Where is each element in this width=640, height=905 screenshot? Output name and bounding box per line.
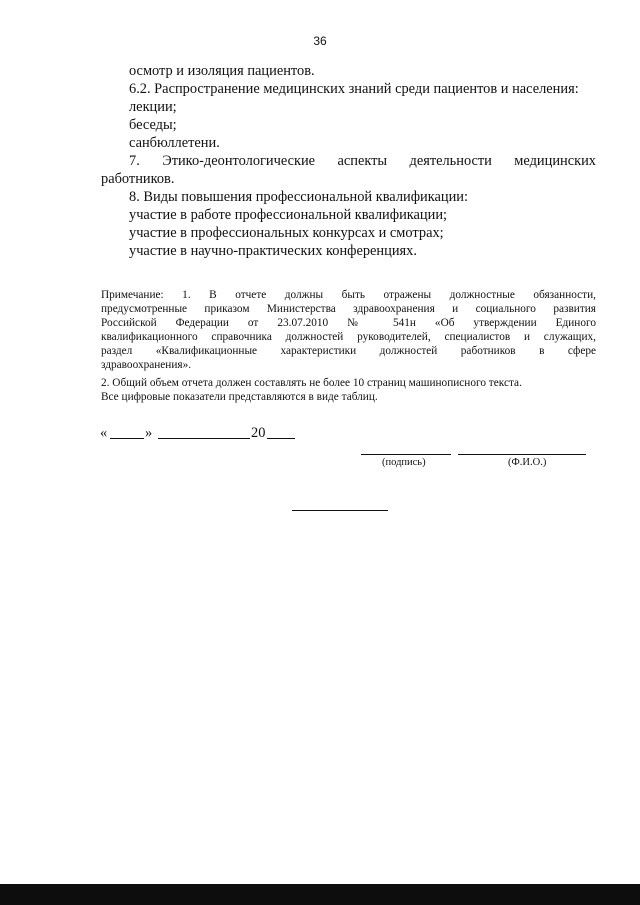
body-line: лекции; (129, 99, 177, 115)
page-number: 36 (313, 34, 327, 48)
date-open-quote: « (100, 425, 108, 441)
signature-line (361, 454, 451, 455)
year-blank-line (267, 438, 295, 439)
signature-caption: (подпись) (382, 457, 426, 468)
body-line: осмотр и изоляция пациентов. (129, 63, 315, 79)
note-line: Примечание: 1. В отчете должны быть отражены должностные обязанности, (101, 289, 596, 301)
body-line: работников. (101, 171, 175, 187)
month-blank-line (158, 438, 250, 439)
note-line: Российской Федерации от 23.07.2010 № 541н «Об утверждении Единого (101, 317, 596, 329)
body-line: участие в профессиональных конкурсах и смотрах; (129, 225, 444, 241)
note-line: предусмотренные приказом Министерства здравоохранения и социального развития (101, 303, 596, 315)
note-line: раздел «Квалификационные характеристики должностей работников в сфере (101, 345, 596, 357)
body-line: санбюллетени. (129, 135, 220, 151)
body-line: 6.2. Распространение медицинских знаний среди пациентов и населения: (129, 81, 579, 97)
day-blank-line (110, 438, 144, 439)
note-line: квалификационного справочника должностей руководителей, специалистов и служащих, (101, 331, 596, 343)
body-line: участие в работе профессиональной квалификации; (129, 207, 448, 223)
note-line: 2. Общий объем отчета должен составлять не более 10 страниц машинописного текста. (101, 377, 522, 389)
name-line (458, 454, 586, 455)
year-prefix: 20 (251, 425, 266, 441)
scan-bottom-edge (0, 884, 640, 905)
note-line: здравоохранения». (101, 359, 192, 371)
body-line: беседы; (129, 117, 177, 133)
body-line: участие в научно-практических конференциях. (129, 243, 417, 259)
body-line: 7. Этико-деонтологические аспекты деятельности медицинских (129, 153, 596, 169)
note-line: Все цифровые показатели представляются в виде таблиц. (101, 391, 378, 403)
body-line: 8. Виды повышения профессиональной квалификации: (129, 189, 468, 205)
separator-line (292, 510, 388, 511)
name-caption: (Ф.И.О.) (508, 457, 547, 468)
date-close-quote: » (145, 425, 153, 441)
